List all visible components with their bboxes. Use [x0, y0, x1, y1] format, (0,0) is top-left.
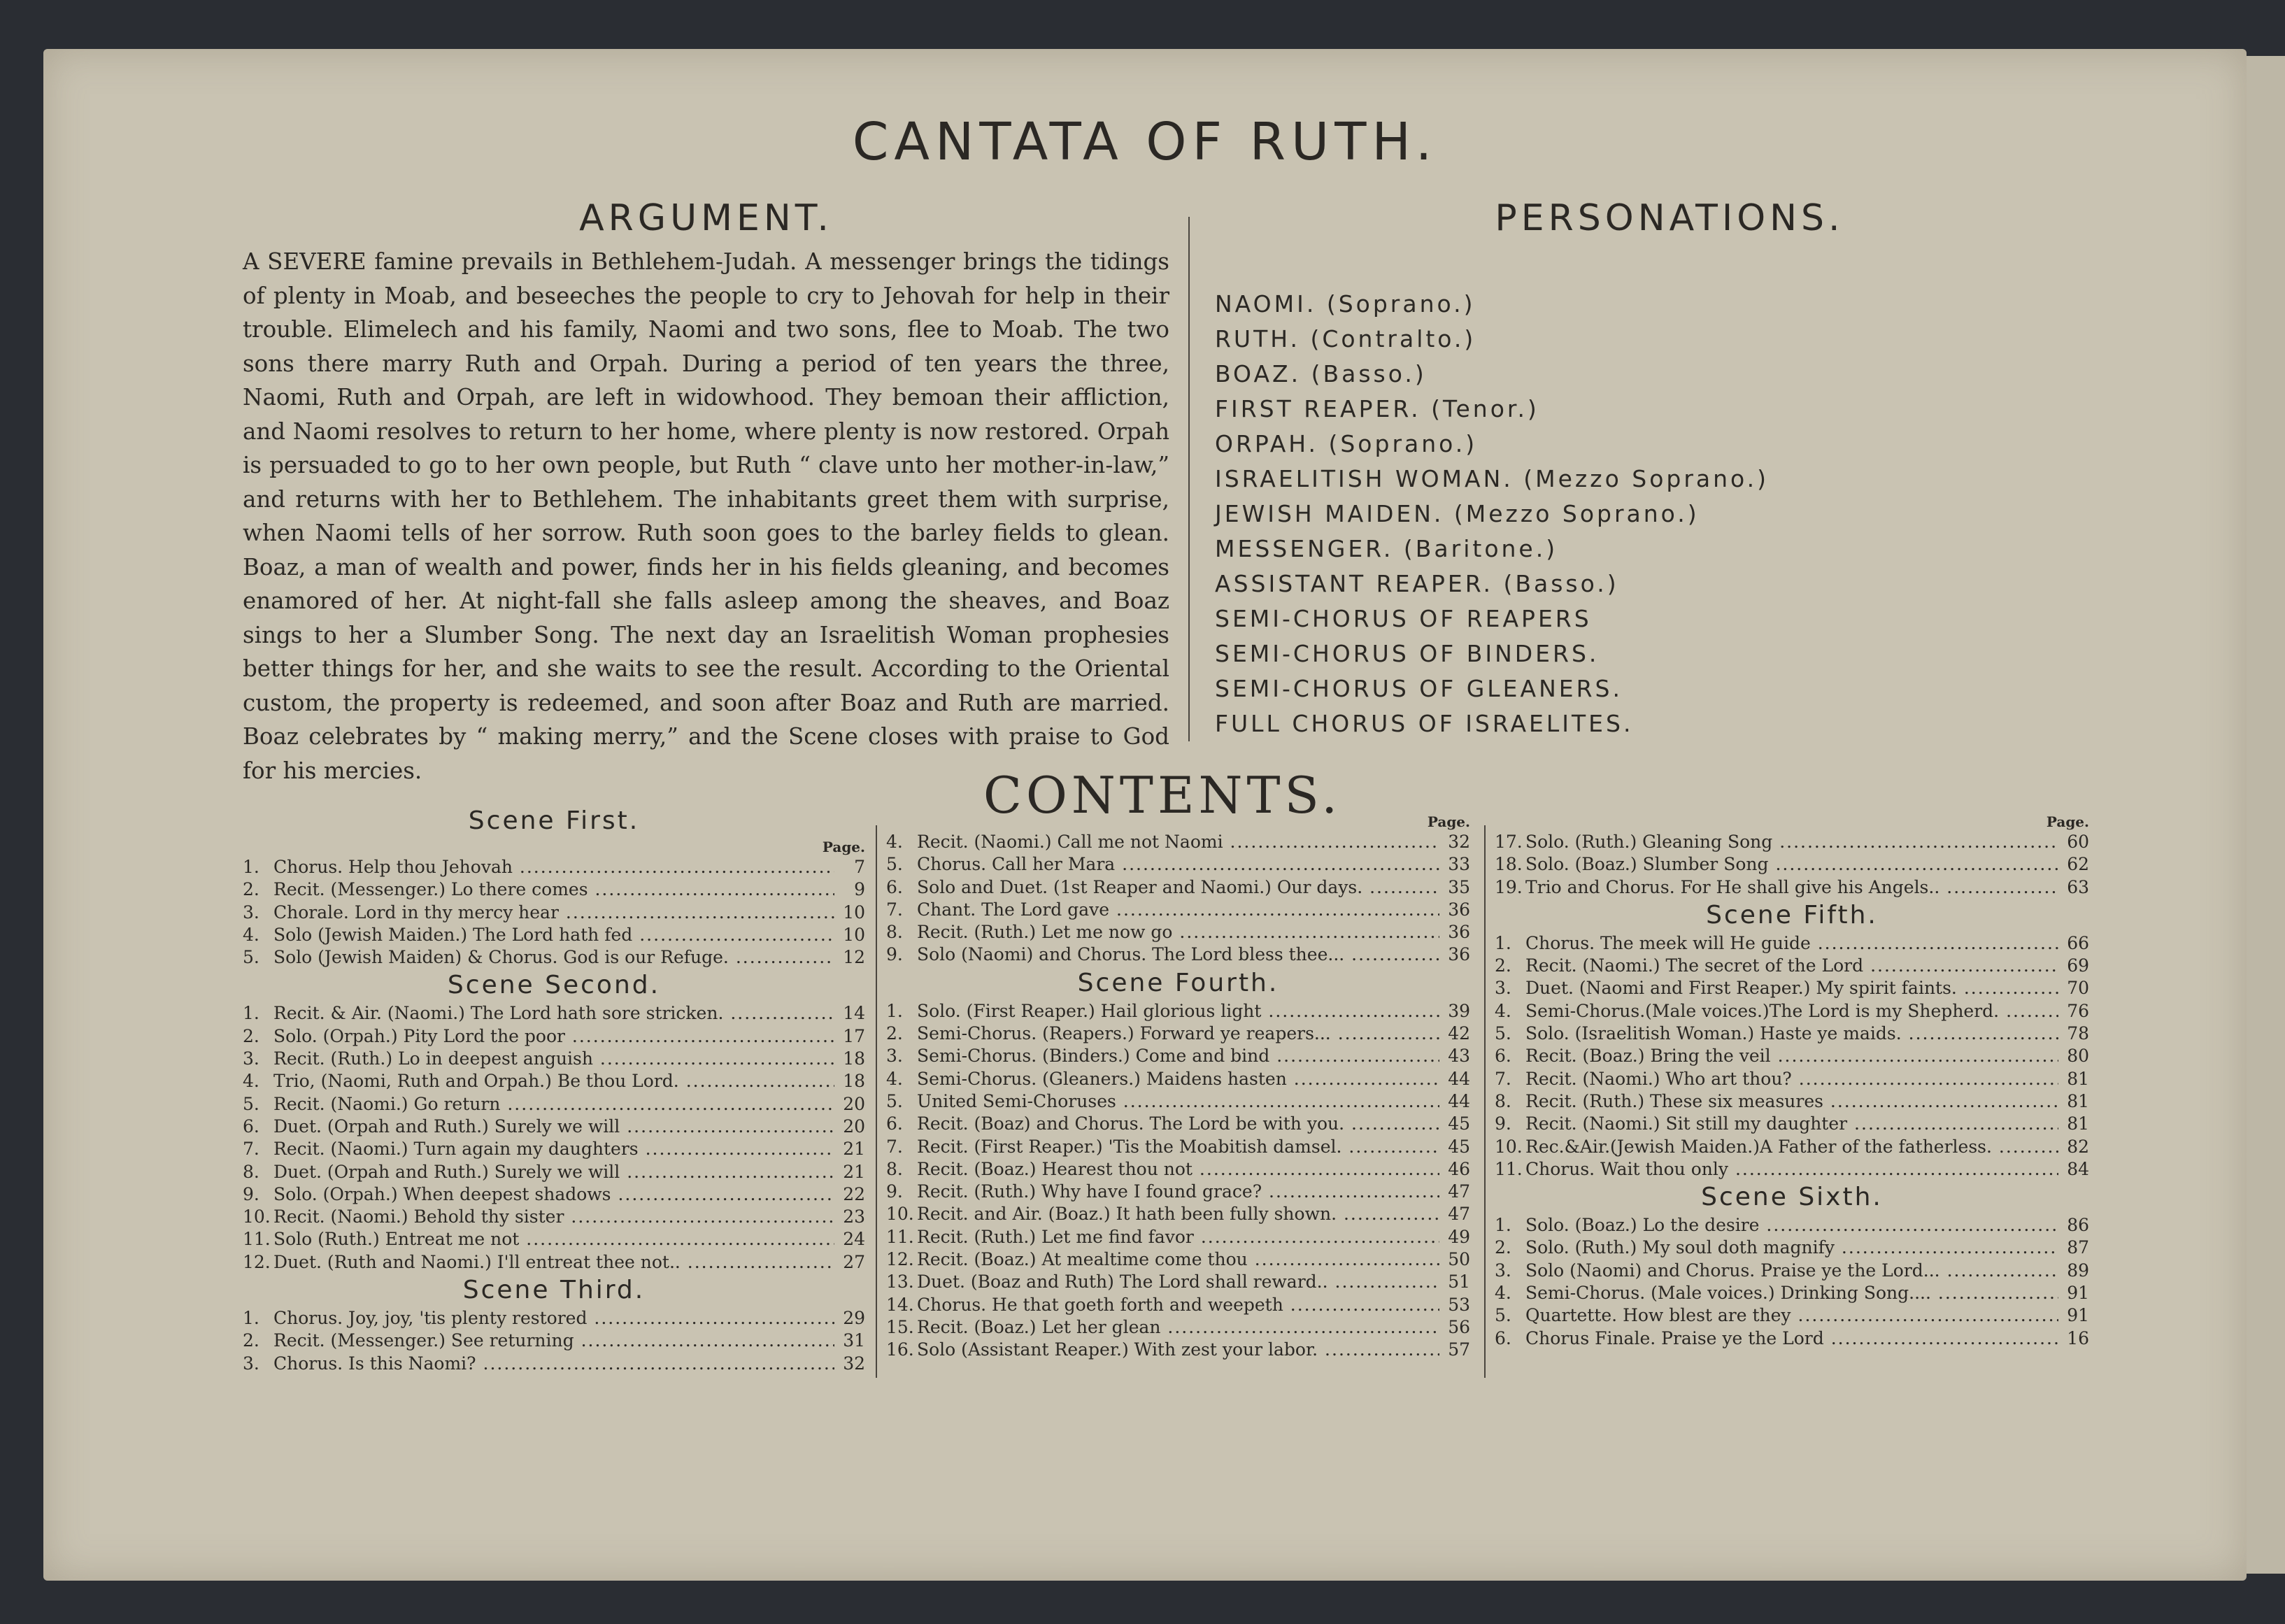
entry-title: Recit. & Air. (Naomi.) The Lord hath sore stricken. .....	[273, 1002, 834, 1025]
contents-entry	[886, 876, 1470, 899]
contents-entry	[1495, 1304, 2089, 1327]
next-page-edge	[2247, 56, 2285, 1574]
entry-title: Recit. and Air. (Boaz.) It hath been fully shown. .....	[917, 1203, 1439, 1225]
personation-item: SEMI-CHORUS OF REAPERS	[1215, 605, 1592, 632]
contents-entry	[1495, 1214, 2089, 1237]
entry-page: 10	[843, 902, 865, 923]
entry-page: 76	[2067, 1000, 2089, 1021]
entry-number: 4.	[886, 832, 903, 852]
entry-title: Rec.&Air.(Jewish Maiden.)A Father of the fatherless. .....	[1525, 1136, 2058, 1158]
contents-entry	[886, 1203, 1470, 1225]
entry-title: Solo (Jewish Maiden.) The Lord hath fed .....	[273, 924, 834, 946]
entry-title: Duet. (Naomi and First Reaper.) My spirit faints. .....	[1525, 977, 2058, 999]
personations-list	[1215, 287, 2054, 741]
entry-number: 17.	[1495, 832, 1523, 852]
entry-page: 16	[2067, 1327, 2089, 1348]
entry-page: 9	[854, 879, 865, 900]
entry-title: Chorus Finale. Praise ye the Lord .....	[1525, 1327, 2058, 1350]
contents-entry	[1495, 977, 2089, 999]
entry-page: 45	[1448, 1136, 1470, 1157]
contents-entry	[886, 1248, 1470, 1271]
entry-title: Chorus. Joy, joy, 'tis plenty restored .....	[273, 1307, 834, 1330]
entry-page: 87	[2067, 1237, 2089, 1258]
entry-number: 9.	[886, 944, 903, 965]
entry-title: Chant. The Lord gave .....	[917, 899, 1439, 921]
page-column-label: Page.	[822, 839, 865, 855]
personation-item: FULL CHORUS OF ISRAELITES.	[1215, 710, 1634, 737]
contents-entry	[886, 1090, 1470, 1113]
entry-title: Chorale. Lord in thy mercy hear .....	[273, 902, 834, 924]
entry-title: Solo. (Israelitish Woman.) Haste ye maids. .....	[1525, 1023, 2058, 1045]
contents-divider-1	[876, 825, 877, 1378]
contents-entry	[243, 878, 865, 901]
entry-title: Semi-Chorus. (Gleaners.) Maidens hasten .....	[917, 1068, 1439, 1090]
contents-entry	[243, 1206, 865, 1228]
contents-entry	[243, 1116, 865, 1138]
contents-entry	[1495, 1068, 2089, 1090]
page-column-label: Page.	[2046, 813, 2089, 830]
entry-number: 4.	[1495, 1283, 1511, 1304]
entry-number: 8.	[886, 922, 903, 943]
entry-title: Recit. (Naomi.) Who art thou? .....	[1525, 1068, 2058, 1090]
entry-page: 63	[2067, 876, 2089, 897]
entry-title: Recit. (Boaz.) Bring the veil .....	[1525, 1045, 2058, 1067]
entry-title: Recit. (Naomi.) Call me not Naomi .....	[917, 831, 1439, 853]
entry-number: 1.	[243, 1308, 259, 1329]
contents-entry	[886, 1316, 1470, 1339]
personation-item: RUTH. (Contralto.)	[1215, 325, 1476, 352]
contents-entry	[886, 853, 1470, 876]
entry-number: 1.	[1495, 1215, 1511, 1236]
entry-number: 9.	[243, 1183, 259, 1204]
entry-page: 33	[1448, 854, 1470, 875]
contents-entry	[243, 924, 865, 946]
contents-divider-2	[1484, 825, 1486, 1378]
contents-entry	[243, 1353, 865, 1375]
contents-entry	[243, 946, 865, 969]
entry-number: 8.	[243, 1161, 259, 1182]
entry-page: 60	[2067, 832, 2089, 852]
contents-entry	[243, 1025, 865, 1048]
contents-entry	[1495, 1045, 2089, 1067]
entry-number: 11.	[1495, 1158, 1523, 1179]
personation-item: JEWISH MAIDEN. (Mezzo Soprano.)	[1215, 500, 1700, 527]
entry-title: Solo. (Orpah.) When deepest shadows .....	[273, 1183, 834, 1206]
argument-paragraph: A SEVERE famine prevails in Bethlehem-Judah. A messenger brings the tidings of plenty in Moab, and beseeches the people to cry to Jehovah for help in their trouble. Elimelech and his family, Naomi and two sons, flee to Moab. The two sons there marry Ruth and Orpah. During a period of ten years the three, Naomi, Ruth and Orpah, are left in widowhood. They bemoan their affliction, and Naomi resolves to return to her home, where plenty is now restored. Orpah is persuaded to go to her own people, but Ruth “ clave unto her mother-in-law,” and returns with her to Bethlehem. The inhabitants greet them with surprise, when Naomi tells of her sorrow. Ruth soon goes to the barley fields to glean. Boaz, a man of wealth and power, finds her in his fields gleaning, and becomes enamored of her. At night-fall she falls asleep among the sheaves, and Boaz sings to her a Slumber Song. The next day an Israelitish Woman prophesies better things for her, and she waits to see the result. According to the Oriental custom, the property is redeemed, and soon after Boaz and Ruth are married. Boaz celebrates by “ making merry,” and the Scene closes with praise to God for his mercies.	[243, 248, 1169, 784]
entry-page: 89	[2067, 1260, 2089, 1281]
personation-item: SEMI-CHORUS OF GLEANERS.	[1215, 675, 1623, 702]
entry-title: Solo (Jewish Maiden) & Chorus. God is our Refuge. .....	[273, 946, 834, 969]
contents-entry	[243, 1138, 865, 1160]
contents-entry	[886, 1068, 1470, 1090]
entry-page: 49	[1448, 1226, 1470, 1247]
column-divider	[1188, 217, 1190, 741]
entry-title: Chorus. Wait thou only .....	[1525, 1158, 2058, 1181]
contents-entry	[886, 1000, 1470, 1023]
entry-number: 5.	[243, 947, 259, 968]
contents-entry	[886, 831, 1470, 853]
entry-page: 51	[1448, 1272, 1470, 1292]
entry-page: 81	[2067, 1068, 2089, 1089]
entry-title: Chorus. Call her Mara .....	[917, 853, 1439, 876]
entry-title: Duet. (Ruth and Naomi.) I'll entreat thee not.. .....	[273, 1251, 834, 1274]
entry-number: 1.	[886, 1000, 903, 1021]
entry-title: Recit. (Ruth.) Why have I found grace? .....	[917, 1181, 1439, 1203]
contents-entry	[243, 856, 865, 878]
entry-number: 11.	[243, 1229, 271, 1250]
entry-title: Chorus. The meek will He guide .....	[1525, 932, 2058, 955]
entry-page: 23	[843, 1206, 865, 1227]
entry-number: 5.	[1495, 1305, 1511, 1326]
personation-item: ORPAH. (Soprano.)	[1215, 430, 1478, 457]
entry-page: 45	[1448, 1113, 1470, 1134]
entry-number: 19.	[1495, 876, 1523, 897]
entry-page: 86	[2067, 1215, 2089, 1236]
entry-title: Semi-Chorus. (Reapers.) Forward ye reapers... .....	[917, 1023, 1439, 1045]
entry-number: 6.	[886, 1113, 903, 1134]
entry-page: 57	[1448, 1339, 1470, 1360]
entry-number: 9.	[886, 1181, 903, 1202]
entry-number: 1.	[243, 857, 259, 877]
contents-entry	[886, 1113, 1470, 1135]
entry-number: 5.	[886, 1090, 903, 1111]
personation-item: ISRAELITISH WOMAN. (Mezzo Soprano.)	[1215, 465, 1770, 492]
entry-title: Recit. (Boaz.) Let her glean .....	[917, 1316, 1439, 1339]
entry-number: 6.	[243, 1116, 259, 1137]
entry-page: 36	[1448, 944, 1470, 965]
entry-number: 9.	[1495, 1113, 1511, 1134]
entry-number: 7.	[1495, 1068, 1511, 1089]
entry-title: Solo. (Boaz.) Slumber Song .....	[1525, 853, 2058, 876]
entry-number: 1.	[1495, 932, 1511, 953]
contents-entry	[886, 1339, 1470, 1361]
entry-number: 4.	[886, 1068, 903, 1089]
entry-page: 81	[2067, 1090, 2089, 1111]
contents-entry	[243, 1070, 865, 1092]
personations-heading: PERSONATIONS.	[1495, 197, 1844, 239]
contents-entry	[886, 1023, 1470, 1045]
contents-entry	[1495, 1327, 2089, 1350]
entry-number: 15.	[886, 1316, 914, 1337]
entry-number: 12.	[886, 1249, 914, 1270]
entry-page: 44	[1448, 1090, 1470, 1111]
entry-page: 47	[1448, 1181, 1470, 1202]
entry-title: Recit. (Ruth.) These six measures .....	[1525, 1090, 2058, 1113]
entry-page: 70	[2067, 978, 2089, 999]
entry-title: Solo (Naomi) and Chorus. The Lord bless thee... .....	[917, 943, 1439, 966]
entry-number: 4.	[1495, 1000, 1511, 1021]
entry-title: Trio and Chorus. For He shall give his Angels.. .....	[1525, 876, 2058, 899]
entry-number: 18.	[1495, 854, 1523, 875]
entry-page: 62	[2067, 854, 2089, 875]
entry-number: 12.	[243, 1251, 271, 1272]
contents-entry	[1495, 1113, 2089, 1135]
contents-entry	[243, 1002, 865, 1025]
contents-column-1	[243, 804, 865, 1375]
entry-page: 17	[843, 1025, 865, 1046]
entry-title: Solo and Duet. (1st Reaper and Naomi.) Our days. .....	[917, 876, 1439, 899]
entry-page: 43	[1448, 1046, 1470, 1067]
contents-entry	[243, 1093, 865, 1116]
entry-number: 1.	[243, 1003, 259, 1024]
entry-title: Solo (Ruth.) Entreat me not .....	[273, 1228, 834, 1251]
entry-page: 21	[843, 1139, 865, 1160]
contents-entry	[243, 1228, 865, 1251]
entry-number: 6.	[1495, 1046, 1511, 1067]
personation-item: FIRST REAPER. (Tenor.)	[1215, 395, 1539, 422]
entry-title: Solo. (First Reaper.) Hail glorious light .....	[917, 1000, 1439, 1023]
entry-title: Quartette. How blest are they .....	[1525, 1304, 2058, 1327]
entry-title: Recit. (Ruth.) Lo in deepest anguish .....	[273, 1048, 834, 1070]
entry-title: Recit. (Boaz.) Hearest thou not .....	[917, 1158, 1439, 1181]
document-page	[43, 49, 2247, 1581]
entry-page: 50	[1448, 1249, 1470, 1270]
scene-heading: Scene First.	[468, 806, 640, 835]
entry-page: 10	[843, 924, 865, 945]
entry-page: 82	[2067, 1136, 2089, 1157]
contents-entry	[886, 1045, 1470, 1067]
entry-page: 20	[843, 1116, 865, 1137]
entry-title: Recit. (Naomi.) Turn again my daughters .....	[273, 1138, 834, 1160]
entry-page: 21	[843, 1161, 865, 1182]
entry-title: United Semi-Choruses .....	[917, 1090, 1439, 1113]
entry-page: 32	[1448, 832, 1470, 852]
entry-number: 3.	[243, 902, 259, 923]
entry-title: Recit. (Messenger.) Lo there comes .....	[273, 878, 834, 901]
entry-title: Solo. (Boaz.) Lo the desire .....	[1525, 1214, 2058, 1237]
entry-page: 7	[854, 857, 865, 877]
contents-column-3	[1495, 813, 2089, 1350]
contents-entry	[243, 1330, 865, 1352]
contents-entry	[1495, 1260, 2089, 1282]
entry-page: 32	[843, 1353, 865, 1374]
entry-title: Recit. (Naomi.) The secret of the Lord .....	[1525, 955, 2058, 977]
entry-title: Semi-Chorus. (Binders.) Come and bind .....	[917, 1045, 1439, 1067]
entry-page: 20	[843, 1093, 865, 1114]
entry-title: Recit. (Naomi.) Behold thy sister .....	[273, 1206, 834, 1228]
contents-entry	[243, 1048, 865, 1070]
entry-title: Trio, (Naomi, Ruth and Orpah.) Be thou Lord. .....	[273, 1070, 834, 1092]
contents-entry	[886, 1136, 1470, 1158]
contents-entry	[886, 899, 1470, 921]
scene-heading: Scene Third.	[462, 1276, 646, 1305]
contents-entry	[1495, 1237, 2089, 1259]
page-column-label: Page.	[1427, 813, 1470, 830]
entry-page: 91	[2067, 1283, 2089, 1304]
contents-entry	[1495, 1000, 2089, 1023]
entry-page: 80	[2067, 1046, 2089, 1067]
entry-title: Chorus. He that goeth forth and weepeth .....	[917, 1294, 1439, 1316]
entry-page: 31	[843, 1330, 865, 1351]
entry-number: 6.	[886, 876, 903, 897]
entry-page: 53	[1448, 1294, 1470, 1315]
entry-title: Recit. (Naomi.) Sit still my daughter .....	[1525, 1113, 2058, 1135]
entry-number: 7.	[886, 899, 903, 920]
entry-number: 7.	[886, 1136, 903, 1157]
entry-title: Recit. (First Reaper.) 'Tis the Moabitish damsel. .....	[917, 1136, 1439, 1158]
entry-title: Duet. (Boaz and Ruth) The Lord shall reward.. .....	[917, 1271, 1439, 1293]
entry-number: 2.	[243, 879, 259, 900]
entry-page: 27	[843, 1251, 865, 1272]
entry-page: 66	[2067, 932, 2089, 953]
contents-entry	[1495, 1282, 2089, 1304]
entry-number: 3.	[886, 1046, 903, 1067]
argument-text	[243, 245, 1169, 788]
contents-entry	[886, 1158, 1470, 1181]
contents-entry	[1495, 932, 2089, 955]
scene-heading: Scene Second.	[447, 971, 661, 1000]
personation-item: ASSISTANT REAPER. (Basso.)	[1215, 570, 1619, 597]
entry-page: 14	[843, 1003, 865, 1024]
entry-page: 46	[1448, 1158, 1470, 1179]
entry-number: 2.	[1495, 955, 1511, 976]
entry-page: 18	[843, 1071, 865, 1092]
contents-entry	[1495, 1023, 2089, 1045]
contents-entry	[1495, 955, 2089, 977]
entry-number: 6.	[1495, 1327, 1511, 1348]
entry-title: Solo. (Ruth.) Gleaning Song .....	[1525, 831, 2058, 853]
entry-page: 24	[843, 1229, 865, 1250]
entry-number: 11.	[886, 1226, 914, 1247]
entry-page: 35	[1448, 876, 1470, 897]
entry-number: 5.	[243, 1093, 259, 1114]
entry-title: Duet. (Orpah and Ruth.) Surely we will .....	[273, 1161, 834, 1183]
entry-number: 3.	[1495, 978, 1511, 999]
entry-title: Solo. (Orpah.) Pity Lord the poor .....	[273, 1025, 834, 1048]
entry-number: 5.	[1495, 1023, 1511, 1044]
entry-number: 3.	[243, 1048, 259, 1069]
scene-heading: Scene Sixth.	[1701, 1183, 1883, 1212]
entry-title: Duet. (Orpah and Ruth.) Surely we will .....	[273, 1116, 834, 1138]
contents-entry	[1495, 1136, 2089, 1158]
page-title: CANTATA OF RUTH.	[852, 112, 1438, 172]
personation-item: BOAZ. (Basso.)	[1215, 360, 1427, 387]
entry-number: 5.	[886, 854, 903, 875]
entry-title: Solo (Assistant Reaper.) With zest your labor. .....	[917, 1339, 1439, 1361]
contents-entry	[886, 1226, 1470, 1248]
entry-number: 7.	[243, 1139, 259, 1160]
contents-entry	[243, 1161, 865, 1183]
entry-number: 10.	[1495, 1136, 1523, 1157]
personation-item: NAOMI. (Soprano.)	[1215, 290, 1476, 318]
entry-page: 36	[1448, 899, 1470, 920]
entry-number: 4.	[243, 1071, 259, 1092]
entry-page: 78	[2067, 1023, 2089, 1044]
entry-page: 12	[843, 947, 865, 968]
entry-number: 2.	[243, 1025, 259, 1046]
entry-title: Recit. (Boaz.) At mealtime come thou .....	[917, 1248, 1439, 1271]
entry-page: 69	[2067, 955, 2089, 976]
entry-number: 10.	[886, 1204, 914, 1225]
entry-page: 18	[843, 1048, 865, 1069]
contents-entry	[243, 1183, 865, 1206]
contents-entry	[886, 943, 1470, 966]
entry-title: Semi-Chorus.(Male voices.)The Lord is my Shepherd. .....	[1525, 1000, 2058, 1023]
entry-title: Recit. (Boaz) and Chorus. The Lord be with you. .....	[917, 1113, 1439, 1135]
entry-title: Recit. (Messenger.) See returning .....	[273, 1330, 834, 1352]
entry-title: Solo. (Ruth.) My soul doth magnify .....	[1525, 1237, 2058, 1259]
contents-entry	[243, 1251, 865, 1274]
entry-page: 29	[843, 1308, 865, 1329]
entry-number: 3.	[1495, 1260, 1511, 1281]
entry-page: 36	[1448, 922, 1470, 943]
entry-number: 13.	[886, 1272, 914, 1292]
contents-entry	[886, 1294, 1470, 1316]
contents-entry	[1495, 1158, 2089, 1181]
entry-number: 8.	[886, 1158, 903, 1179]
entry-page: 84	[2067, 1158, 2089, 1179]
argument-heading: ARGUMENT.	[579, 197, 833, 239]
entry-title: Semi-Chorus. (Male voices.) Drinking Song.... .....	[1525, 1282, 2058, 1304]
entry-number: 14.	[886, 1294, 914, 1315]
entry-number: 2.	[886, 1023, 903, 1044]
contents-heading: CONTENTS.	[983, 766, 1342, 825]
contents-entry	[886, 1181, 1470, 1203]
personation-item: MESSENGER. (Baritone.)	[1215, 535, 1558, 562]
scene-heading: Scene Fourth.	[1077, 968, 1279, 997]
entry-title: Solo (Naomi) and Chorus. Praise ye the Lord... .....	[1525, 1260, 2058, 1282]
entry-page: 44	[1448, 1068, 1470, 1089]
contents-entry	[1495, 876, 2089, 899]
entry-page: 81	[2067, 1113, 2089, 1134]
personation-item: SEMI-CHORUS OF BINDERS.	[1215, 640, 1600, 667]
entry-page: 91	[2067, 1305, 2089, 1326]
entry-number: 2.	[243, 1330, 259, 1351]
entry-page: 39	[1448, 1000, 1470, 1021]
contents-entry	[886, 921, 1470, 943]
entry-page: 42	[1448, 1023, 1470, 1044]
contents-column-2	[886, 813, 1470, 1362]
entry-title: Chorus. Is this Naomi? .....	[273, 1353, 834, 1375]
contents-entry	[243, 902, 865, 924]
contents-entry	[1495, 1090, 2089, 1113]
entry-page: 56	[1448, 1316, 1470, 1337]
entry-title: Recit. (Ruth.) Let me now go .....	[917, 921, 1439, 943]
entry-title: Chorus. Help thou Jehovah .....	[273, 856, 834, 878]
contents-entry	[886, 1271, 1470, 1293]
entry-page: 22	[843, 1183, 865, 1204]
entry-number: 2.	[1495, 1237, 1511, 1258]
entry-number: 10.	[243, 1206, 271, 1227]
contents-entry	[1495, 831, 2089, 853]
contents-entry	[243, 1307, 865, 1330]
entry-number: 3.	[243, 1353, 259, 1374]
contents-entry	[1495, 853, 2089, 876]
entry-number: 16.	[886, 1339, 914, 1360]
entry-page: 47	[1448, 1204, 1470, 1225]
entry-title: Recit. (Ruth.) Let me find favor .....	[917, 1226, 1439, 1248]
entry-number: 8.	[1495, 1090, 1511, 1111]
entry-number: 4.	[243, 924, 259, 945]
scene-heading: Scene Fifth.	[1706, 900, 1878, 929]
entry-title: Recit. (Naomi.) Go return .....	[273, 1093, 834, 1116]
